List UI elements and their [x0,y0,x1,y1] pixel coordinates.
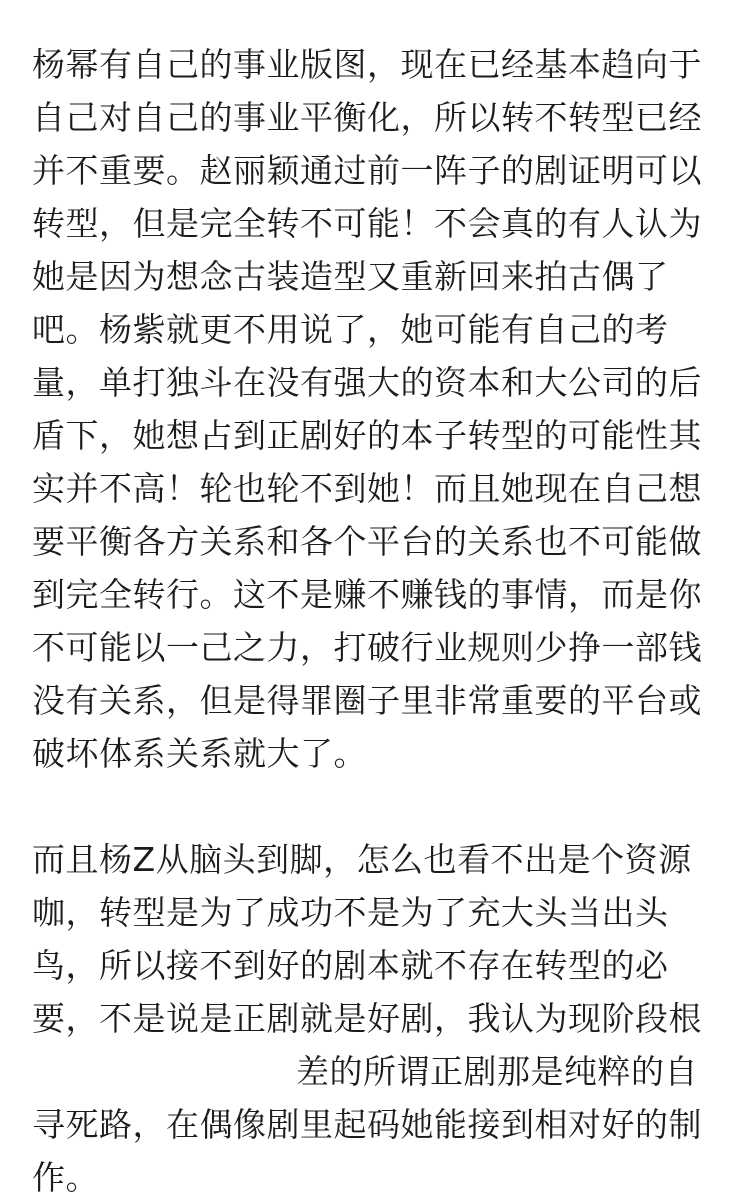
text-line: 作。 [32,1158,99,1197]
text-line: 盾下，她想占到正剧好的本子转型的可能性其 [32,416,702,455]
text-line: 寻死路，在偶像剧里起码她能接到相对好的制 [32,1105,702,1144]
text-line: 鸟，所以接不到好的剧本就不存在转型的必 [32,946,669,985]
text-line: 不可能以一己之力，打破行业规则少挣一部钱 [32,628,702,667]
text-line: 量，单打独斗在没有强大的资本和大公司的后 [32,363,702,402]
text-line: 破坏体系关系就大了。 [32,734,367,773]
text-line: 吧。杨紫就更不用说了，她可能有自己的考 [32,310,669,349]
paragraph-gap [32,780,722,833]
text-line: 到完全转行。这不是赚不赚钱的事情，而是你 [32,575,702,614]
text-line: 实并不高！轮也轮不到她！而且她现在自己想 [32,469,702,508]
text-line: 转型，但是完全转不可能！不会真的有人认为 [32,204,702,243]
text-line: 自己对自己的事业平衡化，所以转不转型已经 [32,98,702,137]
text-line: 要平衡各方关系和各个平台的关系也不可能做 [32,522,702,561]
text-line: 没有关系，但是得罪圈子里非常重要的平台或 [32,681,702,720]
text-line: 差的所谓正剧那是纯粹的自 [296,1052,698,1091]
text-line: 杨幂有自己的事业版图，现在已经基本趋向于 [32,45,702,84]
post-text [32,38,722,1204]
text-line: 她是因为想念古装造型又重新回来拍古偶了 [32,257,669,296]
text-line: 而且杨Z从脑头到脚，怎么也看不出是个资源 [32,840,692,879]
text-line: 并不重要。赵丽颖通过前一阵子的剧证明可以 [32,151,702,190]
text-line: 要，不是说是正剧就是好剧，我认为现阶段根 [32,999,702,1038]
text-line: 咖，转型是为了成功不是为了充大头当出头 [32,893,669,932]
